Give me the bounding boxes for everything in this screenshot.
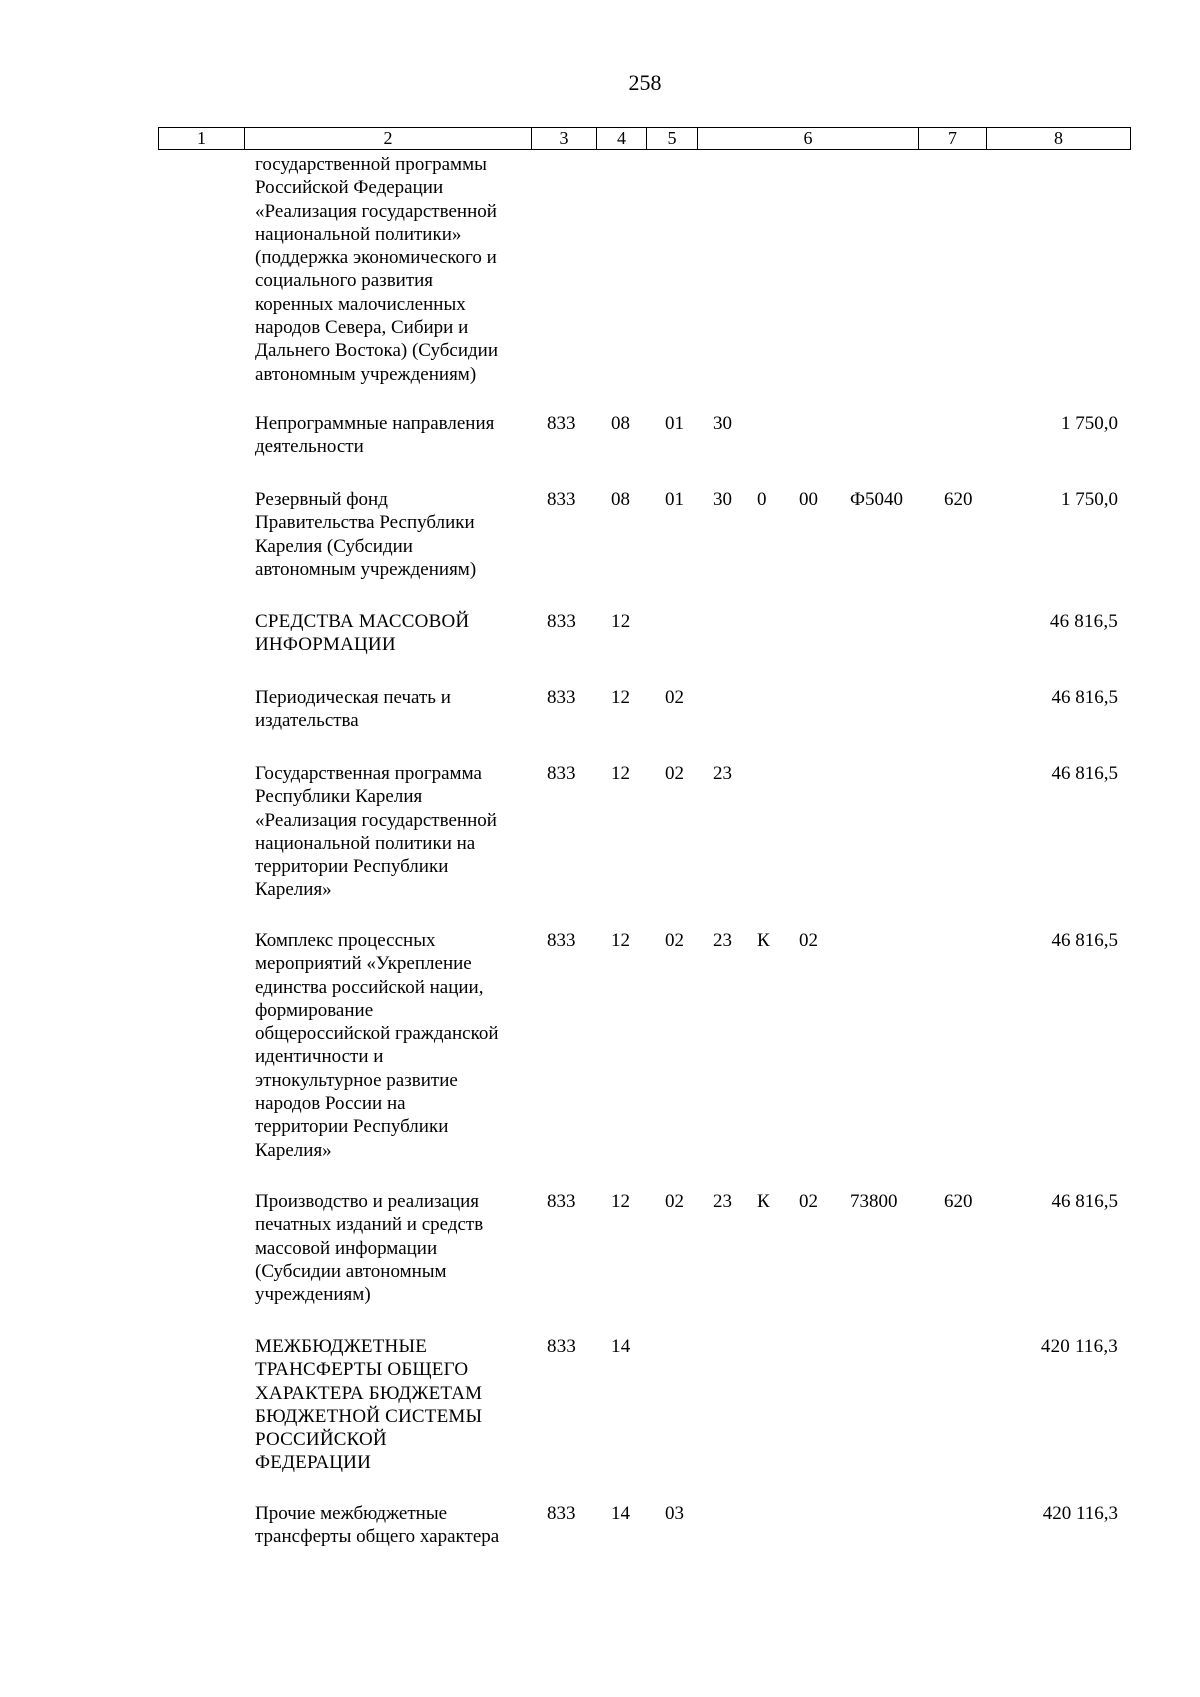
description-line: Прочие межбюджетные: [255, 1503, 448, 1524]
description-line: РОССИЙСКОЙ: [255, 1429, 387, 1451]
description-line: общероссийской гражданской: [255, 1023, 499, 1045]
cell-subprogram: К: [757, 930, 770, 951]
description-line: социального развития: [255, 270, 434, 292]
cell-section: 12: [611, 763, 630, 784]
description-line: территории Республики: [255, 1116, 449, 1138]
header-col-4: 4: [596, 127, 646, 150]
description-line: коренных малочисленных: [255, 293, 466, 315]
cell-section: 12: [611, 611, 631, 632]
cell-subsection: 02: [665, 930, 684, 951]
description-line: территории Республики: [255, 856, 449, 878]
header-col-1: 1: [158, 127, 244, 150]
description-line: единства российской нации,: [255, 976, 484, 998]
description-line: Карелия»: [255, 879, 332, 901]
cell-amount: 46 816,5: [1049, 611, 1118, 632]
cell-ministry-code: 833: [547, 1191, 576, 1212]
description-line: ТРАНСФЕРТЫ ОБЩЕГО: [255, 1359, 469, 1381]
row-description: [255, 929, 525, 1162]
description-line: национальной политики»: [255, 223, 462, 245]
description-line: народов России на: [255, 1093, 406, 1115]
description-line: «Реализация государственной: [255, 200, 497, 222]
description-line: Карелия»: [255, 1139, 332, 1161]
header-col-6: 6: [697, 127, 918, 150]
cell-subsection: 03: [665, 1503, 684, 1524]
description-line: идентичности и: [255, 1046, 384, 1068]
cell-ministry-code: 833: [547, 687, 576, 708]
description-line: национальной политики на: [255, 832, 476, 854]
cell-subsection: 01: [665, 413, 684, 434]
cell-activity: 00: [799, 489, 818, 510]
row-description: [255, 153, 525, 386]
cell-subprogram: 0: [757, 489, 767, 510]
row-description: [255, 610, 525, 657]
description-line: автономным учреждениям): [255, 363, 477, 385]
row-description: [255, 488, 525, 581]
cell-program: 30: [713, 489, 732, 510]
description-line: Карелия (Субсидии: [255, 535, 413, 557]
cell-subprogram: К: [757, 1191, 770, 1212]
cell-ministry-code: 833: [547, 1336, 577, 1357]
row-description: [255, 686, 525, 733]
description-line: Производство и реализация: [255, 1191, 480, 1212]
row-description: [255, 1502, 525, 1549]
description-line: формирование: [255, 999, 374, 1021]
description-line: БЮДЖЕТНОЙ СИСТЕМЫ: [255, 1405, 483, 1427]
cell-subsection: 02: [665, 763, 684, 784]
cell-amount: 420 116,3: [1042, 1503, 1118, 1524]
header-col-2: 2: [244, 127, 531, 150]
description-line: Дальнего Востока) (Субсидии: [255, 340, 499, 362]
description-line: Комплекс процессных: [255, 930, 436, 951]
description-line: издательства: [255, 710, 359, 732]
description-line: (поддержка экономического и: [255, 247, 497, 269]
description-line: СРЕДСТВА МАССОВОЙ: [255, 611, 470, 632]
cell-amount: 1 750,0: [1061, 413, 1118, 434]
description-line: ИНФОРМАЦИИ: [255, 634, 396, 656]
description-line: «Реализация государственной: [255, 809, 497, 831]
cell-section: 14: [611, 1336, 631, 1357]
description-line: деятельности: [255, 436, 364, 458]
cell-ministry-code: 833: [547, 413, 576, 434]
header-col-7: 7: [918, 127, 986, 150]
description-line: Периодическая печать и: [255, 687, 451, 708]
cell-amount: 420 116,3: [1040, 1336, 1118, 1357]
cell-expense-type: 620: [944, 1191, 973, 1212]
cell-subsection: 02: [665, 1191, 684, 1212]
header-col-5: 5: [646, 127, 697, 150]
cell-amount: 46 816,5: [1051, 1191, 1118, 1212]
description-line: Правительства Республики: [255, 512, 475, 534]
cell-ministry-code: 833: [547, 1503, 576, 1524]
description-line: государственной программы: [255, 154, 487, 175]
description-line: ФЕДЕРАЦИИ: [255, 1452, 372, 1474]
description-line: МЕЖБЮДЖЕТНЫЕ: [255, 1336, 428, 1357]
cell-section: 08: [611, 489, 630, 510]
cell-program: 23: [713, 1191, 732, 1212]
header-col-8: 8: [986, 127, 1131, 150]
cell-section: 14: [611, 1503, 630, 1524]
description-line: печатных изданий и средств: [255, 1214, 484, 1236]
cell-activity: 02: [799, 930, 818, 951]
cell-direction: Ф5040: [850, 489, 904, 510]
description-line: Республики Карелия: [255, 786, 423, 808]
cell-activity: 02: [799, 1191, 818, 1212]
cell-program: 23: [713, 763, 732, 784]
header-col-3: 3: [531, 127, 596, 150]
description-line: массовой информации: [255, 1237, 438, 1259]
cell-program: 23: [713, 930, 732, 951]
cell-ministry-code: 833: [547, 763, 576, 784]
cell-section: 12: [611, 687, 630, 708]
description-line: Резервный фонд: [255, 489, 388, 510]
cell-amount: 46 816,5: [1051, 930, 1118, 951]
row-description: [255, 1335, 525, 1475]
row-description: [255, 1190, 525, 1306]
description-line: (Субсидии автономным: [255, 1260, 447, 1282]
description-line: мероприятий «Укрепление: [255, 953, 472, 975]
cell-ministry-code: 833: [547, 930, 576, 951]
description-line: автономным учреждениям): [255, 558, 477, 580]
description-line: трансферты общего характера: [255, 1526, 500, 1548]
cell-ministry-code: 833: [547, 489, 576, 510]
description-line: этнокультурное развитие: [255, 1069, 458, 1091]
page-number: 258: [628, 70, 662, 95]
cell-direction: 73800: [850, 1191, 898, 1212]
cell-subsection: 02: [665, 687, 684, 708]
cell-amount: 1 750,0: [1061, 489, 1118, 510]
row-description: [255, 412, 525, 459]
description-line: Непрограммные направления: [255, 413, 495, 434]
description-line: Государственная программа: [255, 763, 482, 784]
cell-program: 30: [713, 413, 732, 434]
row-description: [255, 762, 525, 902]
cell-subsection: 01: [665, 489, 684, 510]
cell-section: 12: [611, 930, 630, 951]
description-line: учреждениям): [255, 1284, 371, 1306]
cell-amount: 46 816,5: [1051, 763, 1118, 784]
cell-section: 08: [611, 413, 630, 434]
description-line: ХАРАКТЕРА БЮДЖЕТАМ: [255, 1382, 483, 1404]
description-line: Российской Федерации: [255, 177, 444, 199]
cell-amount: 46 816,5: [1051, 687, 1118, 708]
cell-ministry-code: 833: [547, 611, 577, 632]
cell-expense-type: 620: [944, 489, 973, 510]
cell-section: 12: [611, 1191, 630, 1212]
description-line: народов Севера, Сибири и: [255, 317, 469, 339]
